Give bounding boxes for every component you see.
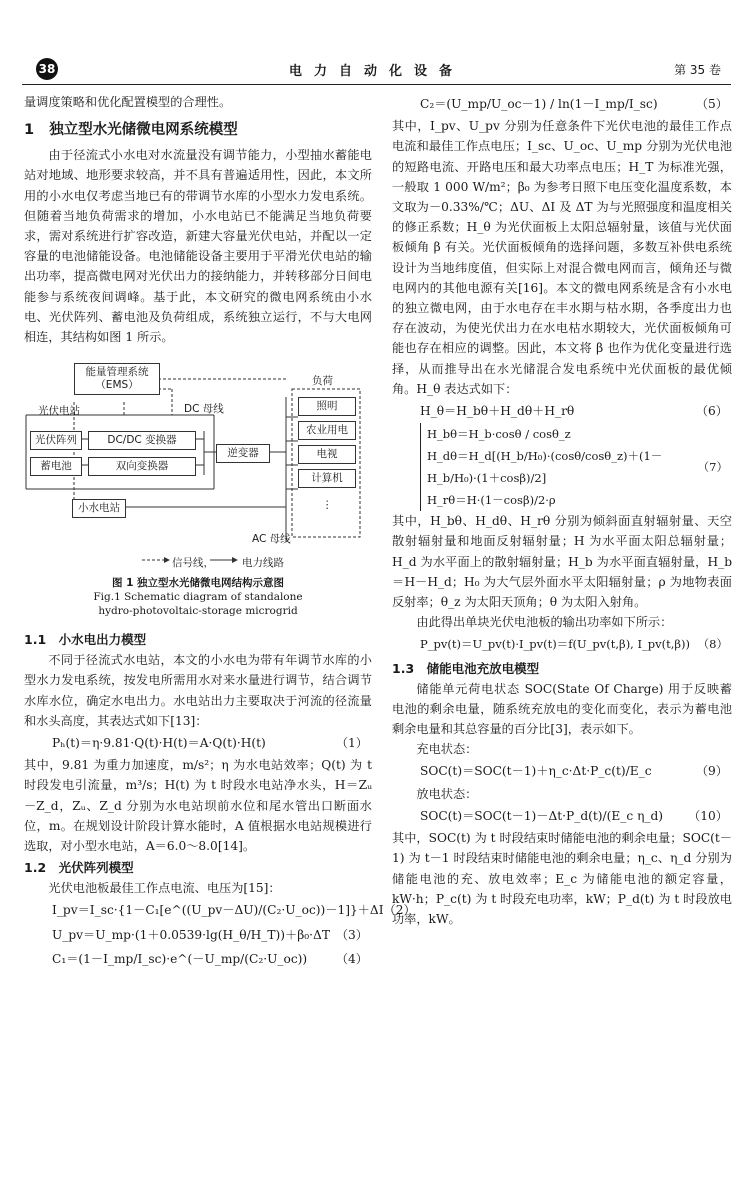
caption-en-2: hydro-photovoltaic-storage microgrid xyxy=(98,605,298,618)
equation-5 xyxy=(392,92,732,116)
equation-body: Pₕ(t)＝η·9.81·Q(t)·H(t)＝A·Q(t)·H(t) xyxy=(52,736,266,751)
load-agriculture: 农业用电 xyxy=(298,421,356,440)
equation-6 xyxy=(392,399,732,423)
section-number: 1 xyxy=(24,122,35,139)
bidirectional-converter-box: 双向变换器 xyxy=(88,457,196,476)
load-title: 负荷 xyxy=(312,375,333,388)
equation-number: （3） xyxy=(335,927,368,942)
paragraph: 不同于径流式水电站，本文的小水电为带有年调节水库的小型水力发电系统，按发电所需用水对来水量进行调节，结合调节水库水位，确定水电出力。水电站出力主要取决于河流的径流量和水头高度，其表达式如下[13]： xyxy=(24,653,372,728)
paragraph: 其中，I_pv、U_pv 分别为任意条件下光伏电池的最佳工作点电流和最佳工作点电压；I_sc、U_oc、U_mp 分别为光伏电池的短路电流、开路电压和最大功率点电压；H_T 为标准光强，一般取 1 000 W/m²；β₀ 为参考日照下电压变化温度系数，本文取为－0.33%/℃；ΔU、ΔI 及 ΔT 为与光照强度和温度相关的修正系数；H_θ 为光伏面板上太阳总辐射量，该值与光伏面板倾角 β 有关。光伏面板倾角的选择问题，多数互补供电系统设计为当地纬度值，但实际上对混合微电网而言，倾角还与微电网内的其他电源有关[16]。本文的微电网系统是含有小水电的独立微电网，由于水电存在丰水期与枯水期，各季度出力也存在波动，为使光伏出力在水电枯水期较大，光伏面板倾角可能也存在相应的调整。因此，本文将 β 也作为优化变量进行选择，从而推导出在水光储混合发电系统中光伏面板的最优倾角。H_θ 表达式如下： xyxy=(392,119,732,396)
discharge-label: 放电状态： xyxy=(416,786,478,801)
equation-7a: H_bθ＝H_b·cosθ / cosθ_z xyxy=(427,427,571,442)
equation-7b: H_dθ＝H_d[(H_b/H₀)·(cosθ/cosθ_z)＋(1－H_b/H₀)·(1＋cosβ)/2] xyxy=(427,449,663,486)
hydro-station-box: 小水电站 xyxy=(72,499,126,518)
equation-3 xyxy=(24,923,372,947)
equation-body: SOC(t)＝SOC(t－1)－Δt·P_d(t)/(E_c η_d) xyxy=(420,808,664,823)
load-lighting: 照明 xyxy=(298,397,356,416)
equation-8 xyxy=(392,632,732,656)
paragraph: 量调度策略和优化配置模型的合理性。 xyxy=(24,95,232,109)
equation-body: SOC(t)＝SOC(t－1)＋η_c·Δt·P_c(t)/E_c xyxy=(420,764,652,779)
paragraph: 储能单元荷电状态 SOC(State Of Charge) 用于反映蓄电池的剩余电量，随系统充放电的变化而变化，表示为蓄电池剩余电量和其总容量的百分比[3]，表示如下。 xyxy=(392,681,732,737)
equation-number: （2） xyxy=(383,903,416,918)
journal-title: 电力自动化设备 xyxy=(288,64,464,79)
figure-caption xyxy=(24,576,372,618)
dcdc-box: DC/DC 变换器 xyxy=(88,431,196,450)
right-column xyxy=(392,92,732,929)
paragraph: 其中，9.81 为重力加速度，m/s²；η 为水电站效率；Q(t) 为 t 时段发电引流量，m³/s；H(t) 为 t 时段水电站净水头，H＝Zᵤ－Z_d，Zᵤ、Z_d 分别为水电站坝前水位和尾水管出口断面水位，m。在规划设计阶段计算水能时，A 值根据水电站规模进行选取，对小型水电站，A＝6.0～8.0[14]。 xyxy=(24,758,372,854)
equation-number: （5） xyxy=(695,97,728,111)
pv-station-label: 光伏电站 xyxy=(38,405,80,418)
equation-1 xyxy=(24,731,372,755)
figure-1-diagram xyxy=(24,357,372,572)
pv-array-box: 光伏阵列 xyxy=(30,431,82,450)
caption-en-1: Fig.1 Schematic diagram of standalone xyxy=(93,591,303,604)
load-tv: 电视 xyxy=(298,445,356,464)
paragraph: 其中，SOC(t) 为 t 时段结束时储能电池的剩余电量；SOC(t－1) 为 t－1 时段结束时储能电池的剩余电量；η_c、η_d 分别为储能电池的充、放电效率；E_c 为储能电池的额定容量，kW·h；P_c(t) 为 t 时段充电功率，kW；P_d(t) 为 t 时段放电功率，kW。 xyxy=(392,831,732,926)
equation-number: （1） xyxy=(335,736,368,751)
equation-4 xyxy=(24,947,372,971)
load-computer: 计算机 xyxy=(298,469,356,488)
equation-2 xyxy=(24,898,416,922)
paragraph: 由于径流式小水电对水流量没有调节能力，小型抽水蓄能电站对地域、地形要求较高，并不具有普遍适用性，因此，本文所用的小水电仅考虑当地已有的带调节水库的小型水力发电系统。但随着当地负荷需求的增加，小水电站已不能满足当地负荷要求，需对系统进行扩容改造，新建大容量光伏电站，并配以一定容量的电池储能设备。电池储能设备主要用于平滑光伏电站的输出功率，提高微电网对光伏出力的接纳能力，并转移部分日间电能参与系统夜间调峰。基于此，本文研究的微电网系统由小水电、光伏阵列、蓄电池及负荷组成，系统独立运行，不与大电网相连，其结构如图 1 所示。 xyxy=(24,148,372,345)
ems-box: 能量管理系统 （EMS） xyxy=(74,363,160,395)
equation-number: （4） xyxy=(335,951,368,966)
equation-number: （7） xyxy=(697,460,728,475)
charge-label: 充电状态： xyxy=(416,742,478,757)
page-number: 38 xyxy=(36,58,58,80)
subsection-heading: 1.2 光伏阵列模型 xyxy=(24,860,134,876)
inverter-box: 逆变器 xyxy=(216,444,270,463)
left-column xyxy=(24,92,416,971)
caption-cn: 图 1 独立型水光储微电网结构示意图 xyxy=(111,577,285,590)
dc-bus-label: DC 母线 xyxy=(184,403,224,416)
equation-number: （10） xyxy=(688,808,728,823)
section-title: 独立型水光储微电网系统模型 xyxy=(49,122,238,139)
equation-10 xyxy=(392,804,732,828)
paragraph: 由此得出单块光伏电池板的输出功率如下所示： xyxy=(416,615,673,630)
equation-body: C₂＝(U_mp/U_oc－1) / ln(1－I_mp/I_sc) xyxy=(420,97,658,111)
volume-label: 第 35 卷 xyxy=(674,63,721,77)
paragraph: 光伏电池板最佳工作点电流、电压为[15]： xyxy=(48,881,281,896)
ac-bus-label: AC 母线 xyxy=(252,533,291,546)
equation-number: （8） xyxy=(697,637,728,652)
equation-number: （9） xyxy=(695,764,728,779)
equation-7c: H_rθ＝H·(1－cosβ)/2·ρ xyxy=(427,493,556,508)
subsection-heading: 1.1 小水电出力模型 xyxy=(24,632,147,648)
battery-box: 蓄电池 xyxy=(30,457,82,476)
equation-body: U_pv＝U_mp·(1＋0.0539·lg(H_θ/H_T))＋β₀·ΔT xyxy=(52,927,330,942)
legend-power: 电力线路 xyxy=(242,557,284,570)
equation-body: P_pv(t)＝U_pv(t)·I_pv(t)＝f(U_pv(t,β), I_pv(t,β)) xyxy=(420,637,691,652)
legend-signal: 信号线， xyxy=(172,557,214,570)
equation-number: （6） xyxy=(695,404,728,419)
load-ellipsis: ⋮ xyxy=(322,499,333,512)
page-header xyxy=(22,56,731,85)
equation-body: H_θ＝H_bθ＋H_dθ＋H_rθ xyxy=(420,404,575,419)
section-heading xyxy=(24,118,372,139)
equation-body: C₁＝(1－I_mp/I_sc)·e^(－U_mp/(C₂·U_oc)) xyxy=(52,951,308,966)
paragraph: 其中，H_bθ、H_dθ、H_rθ 分别为倾斜面直射辐射量、天空散射辐射量和地面反射辐射量；H 为水平面太阳总辐射量；H_d 为水平面上的散射辐射量；H_b 为水平面直辐射量，H_b＝H－H_d；H₀ 为大气层外面水平太阳辐射量；ρ 为地物表面反射率；θ_z 为太阳天顶角；θ 为太阳入射角。 xyxy=(392,514,732,610)
equation-7 xyxy=(392,423,732,511)
equation-body: I_pv＝I_sc·{1－C₁[e^((U_pv－ΔU)/(C₂·U_oc))－1]}＋ΔI xyxy=(52,903,384,918)
equation-9 xyxy=(392,759,732,783)
subsection-heading: 1.3 储能电池充放电模型 xyxy=(392,660,540,676)
